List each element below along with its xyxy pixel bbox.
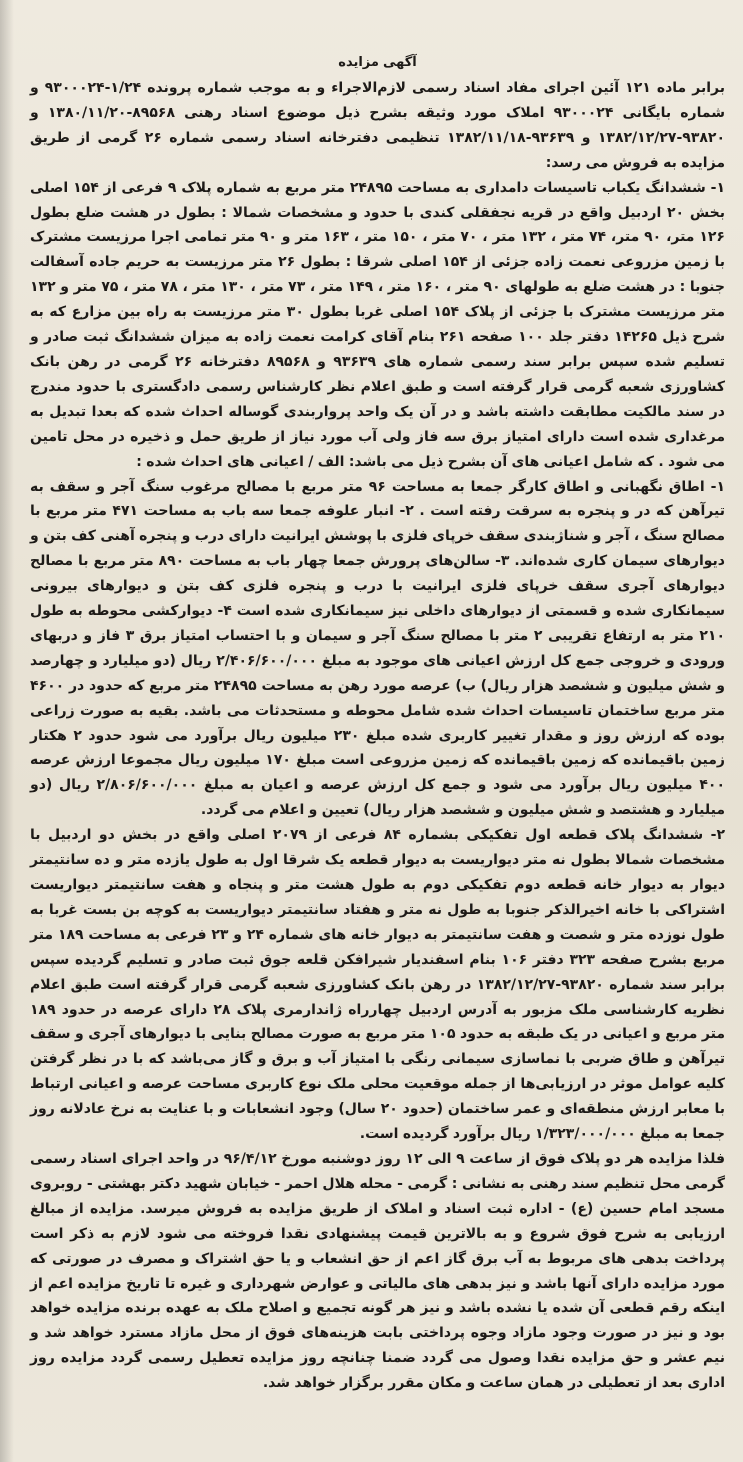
property-1-description: ۱- ششدانگ یکباب تاسیسات دامداری به مساحت ۲۴۸۹۵ متر مربع به شماره پلاک ۹ فرعی از ۱۵۴ اصلی بخش ۲۰ اردبیل واقع در قریه نجفقلی کندی با حدود و مشخصات شمالا : بطول در هشت ضلع بطول ۱۲۶ متر، ۹۰ متر، ۷۴ متر ، ۱۳۲ متر ، ۷۰ متر ، ۱۵۰ متر ، ۱۶۳ متر و ۹۰ متر تمامی اجرا مرزیست مشترک با زمین مزروعی نعمت زاده جزئی از ۱۵۴ اصلی شرقا : بطول ۲۶ متر مرزیست به حریم جاده آسفالت جنوبا : در هشت ضلع به طولهای ۹۰ متر ، ۱۶۰ متر ، ۱۴۹ متر ، ۷۳ متر ، ۱۳۰ متر ، ۷۸ متر ، ۷۵ متر و ۱۳۲ متر مرزیست مشترک با جزئی از پلاک ۱۵۴ اصلی غربا بطول ۳۰ متر مرزیست به راه بین مزارع که به شرح ذیل ۱۴۲۶۵ دفتر جلد ۱۰۰ صفحه ۲۶۱ بنام آقای کرامت نعمت زاده به میزان ششدانگ ثبت صادر و تسلیم شده سپس برابر سند رسمی شماره های ۹۳۶۳۹ و ۸۹۵۶۸ دفترخانه ۲۶ گرمی در رهن بانک کشاورزی شعبه گرمی قرار گرفته است و طبق اعلام نظر کارشناس رسمی دادگستری با حدود مندرج در سند مالکیت مطابقت داشته باشد و در آن یک واحد پرواربندی گوساله احداث شده که بعدا تبدیل به مرغداری شده است دارای امتیاز برق سه فاز ولی آب مورد نیاز از طریق حمل و ذخیره در محل تامین می شود . که شامل اعیانی های آن بشرح ذیل می باشد: الف / اعیانی های احداث شده : (30, 179, 726, 470)
property-2-description: ۲- ششدانگ پلاک قطعه اول تفکیکی بشماره ۸۴ فرعی از ۲۰۷۹ اصلی واقع در بخش دو اردبیل با مشخصات شمالا بطول نه متر دیواریست به دیوار قطعه یک شرقا اول به طول یازده متر و ده سانتیمتر دیوار به دیوار خانه قطعه دوم تفکیکی دوم به طول هشت متر و پنجاه و هفت سانتیمتر دیواریست اشتراکی با خانه اخیرالذکر جنوبا به طول نه متر و هفتاد سانتیمتر دیواریست به کوچه بن بست غربا به طول نوزده متر و شصت و هفت سانتیمتر به دیوار خانه های شماره ۲۴ و ۲۳ فرعی به مساحت ۱۸۹ متر مربع بشرح صفحه ۳۲۳ دفتر ۱۰۶ بنام اسفندیار شیرافکن قلعه جوق ثبت صادر و تسلیم گردیده سپس برابر سند شماره ۹۳۸۲۰-۱۳۸۲/۱۲/۲۷ در رهن بانک کشاورزی شعبه گرمی قرار گرفته است طبق اعلام نظریه کارشناسی ملک مزبور به آدرس اردبیل چهارراه ژاندارمری پلاک ۲۸ دارای عرصه در حدود ۱۸۹ متر مربع و اعیانی در یک طبقه به حدود ۱۰۵ متر مربع به صورت مصالح بنایی با دیوارهای آجری و سقف تیرآهن و طاق ضربی با نماسازی سیمانی رنگی با امتیاز آب و برق و گاز می‌باشد که با در نظر گرفتن کلیه عوامل موثر در ارزیابی‌ها از جمله موقعیت محلی ملک نوع کاربری مساحت عرصه و اعیانی ارتباط با معابر ارزش منطقه‌ای و عمر ساختمان (حدود ۲۰ سال) وجود انشعابات و با عنایت به نرخ عادلانه روز جمعا به مبلغ ۱/۳۲۳/۰۰۰/۰۰۰ ریال برآورد گردیده است. (30, 827, 725, 1143)
notice-intro-paragraph: برابر ماده ۱۲۱ آئین اجرای مفاد اسناد رسمی لازم‌الاجراء و به موجب شماره پرونده ۱/۲۴-۹۳۰۰۰۲۴ و شماره بایگانی ۹۳۰۰۰۲۴ املاک مورد وثیقه بشرح ذیل موضوع اسناد رهنی ۸۹۵۶۸-۱۳۸۰/۱۱/۲۰ و ۹۳۸۲۰-۱۳۸۲/۱۲/۲۷ و ۹۳۶۳۹-۱۳۸۲/۱۱/۱۸ تنظیمی دفترخانه اسناد رسمی شماره ۲۶ گرمی از طریق مزایده به فروش می رسد: (30, 80, 726, 171)
notice-title: آگهی مزایده (338, 55, 417, 70)
auction-terms-paragraph: فلذا مزایده هر دو پلاک فوق از ساعت ۹ الی ۱۲ روز دوشنبه مورخ ۹۶/۴/۱۲ در واحد اجرای اسناد رسمی گرمی محل تنظیم سند رهنی به نشانی : گرمی - محله هلال احمر - خیابان شهید دکتر بهشتی - روبروی مسجد امام حسین (ع) - اداره ثبت اسناد و املاک از طریق مزایده به فروش میرسد. مزایده از مبالغ ارزیابی به شرح فوق شروع و به بالاترین قیمت پیشنهادی نقدا فروخته می شود لازم به ذکر است پرداخت بدهی های مربوط به آب برق گاز اعم از حق انشعاب و یا حق اشتراک و مصرف در صورتی که مورد مزایده دارای آنها باشد و نیز بدهی های مالیاتی و عوارض شهرداری و غیره تا تاریخ مزایده اعم از اینکه رقم قطعی آن شده یا نشده باشد و نیز هر گونه تجمیع و اصلاح ملک به عهده برنده مزایده خواهد بود و نیز در صورت وجود مازاد وجوه پرداختی بابت هزینه‌های فوق از محل مازاد مسترد خواهد شد و نیم عشر و حق مزایده نقدا وصول می گردد ضمنا چنانچه روز مزایده تعطیل رسمی گردد مزایده روز اداری بعد از تعطیلی در همان ساعت و مکان مقرر برگزار خواهد شد. (30, 1150, 726, 1392)
property-1-buildings-valuation: ۱- اطاق نگهبانی و اطاق کارگر جمعا به مساحت ۹۶ متر مربع با مصالح مرغوب سنگ آجر و سقف به تیرآهن که در و پنجره به سرقت رفته است . ۲- انبار علوفه جمعا سه باب به مساحت ۴۷۱ متر مربع با مصالح سنگ ، آجر و شناژبندی سقف خرپای فلزی با پوشش ایرانیت دارای درب و پنجره آهنی کف بتن و دیوارهای سیمان کاری شده‌اند. ۳- سالن‌های پرورش جمعا چهار باب به مساحت ۸۹۰ متر مربع با مصالح دیوارهای آجری سقف خرپای فلزی ایرانیت با درب و پنجره فلزی کف بتن و دیوارهای بیرونی سیمانکاری شده و قسمتی از دیوارهای داخلی نیز سیمانکاری شده است ۴- دیوارکشی محوطه به طول ۲۱۰ متر به ارتفاع تقریبی ۲ متر با مصالح سنگ آجر و سیمان و با احتساب امتیاز برق ۳ فاز و دربهای ورودی و خروجی جمع کل ارزش اعیانی های موجود به مبلغ ۲/۴۰۶/۶۰۰/۰۰۰ ریال (دو میلیارد و چهارصد و شش میلیون و ششصد هزار ریال) ب) عرصه مورد رهن به مساحت ۲۴۸۹۵ متر مربع که حدود در ۴۶۰۰ متر مربع ساختمان تاسیسات احداث شده شامل محوطه و مستحدثات می باشد. بقیه به صورت زراعی بوده که ارزش روز و مقدار تغییر کاربری شده مبلغ ۲۳۰ میلیون ریال برآورد می شود حدود ۲ هکتار زمین باقیمانده که زمین باقیمانده که زمین مزروعی است مبلغ ۱۷۰ میلیون ریال مجموعا ارزش عرصه ۴۰۰ میلیون ریال برآورد می شود و جمع کل ارزش عرصه و اعیان به مبلغ ۲/۸۰۶/۶۰۰/۰۰۰ ریال (دو میلیارد و هشتصد و شش میلیون و ششصد هزار ریال) تعیین و اعلام می گردد. (30, 478, 726, 819)
page-edge-shadow (0, 0, 14, 1462)
notice-body (30, 52, 725, 1454)
